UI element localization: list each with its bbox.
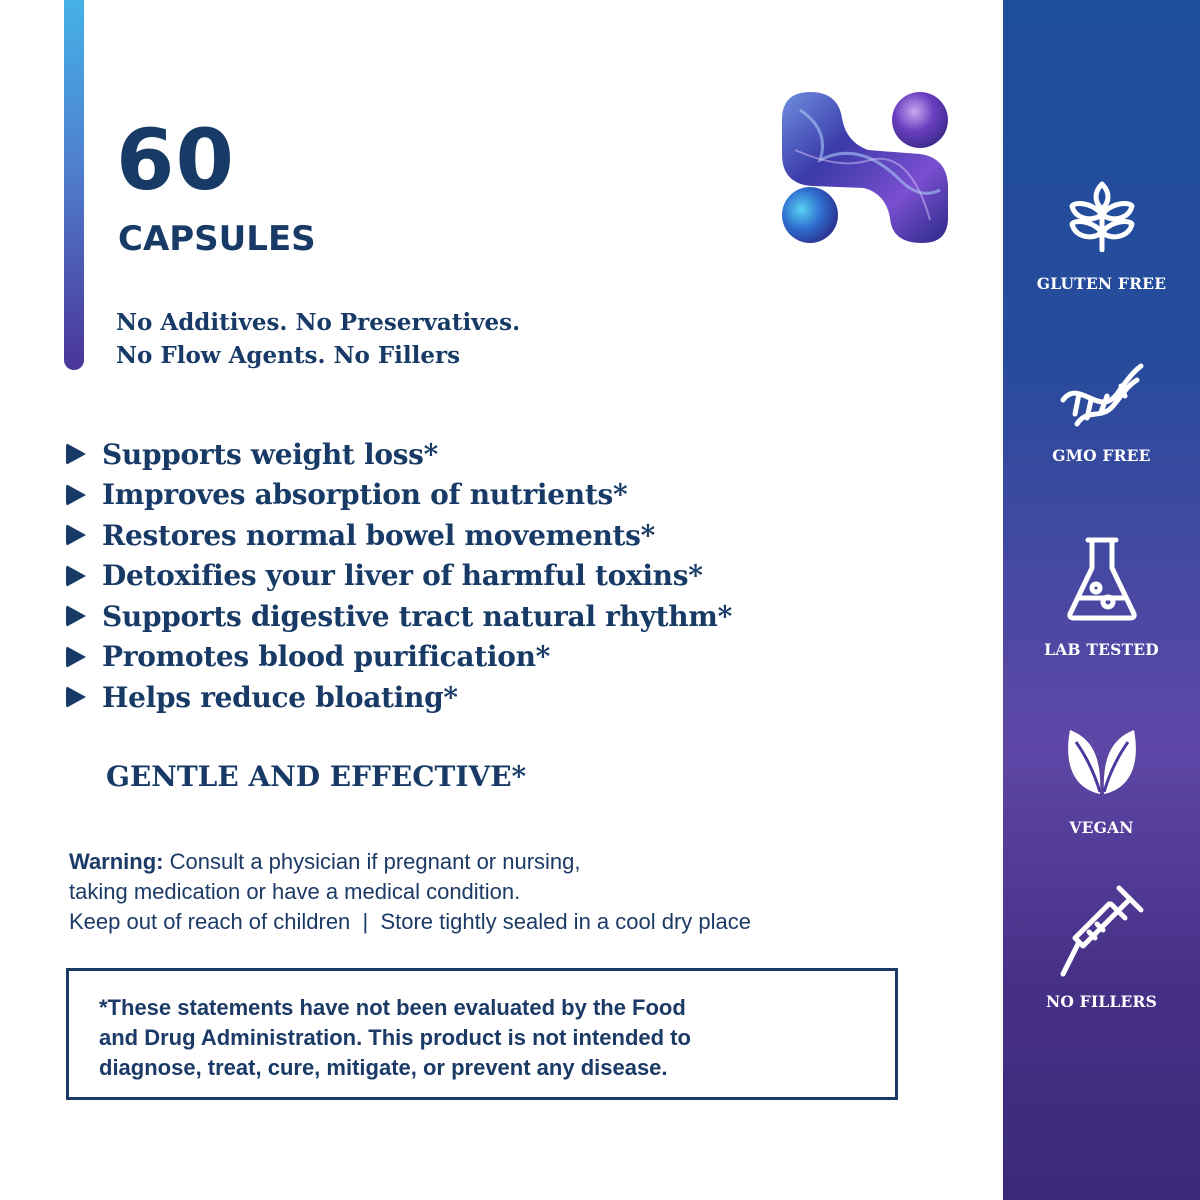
badge-label: NO FILLERS	[1045, 992, 1157, 1011]
benefits-list	[66, 434, 732, 718]
benefit-text: Restores normal bowel movements*	[102, 518, 655, 552]
headline: GENTLE AND EFFECTIVE*	[106, 760, 527, 793]
benefit-text: Promotes blood purification*	[102, 640, 550, 674]
badge-label: GLUTEN FREE	[1036, 274, 1167, 293]
warning-block	[69, 847, 751, 937]
bullet-triangle-icon	[66, 443, 86, 465]
badge-label: GMO FREE	[1052, 446, 1151, 465]
wheat-icon	[1067, 180, 1137, 252]
benefit-item	[66, 434, 732, 475]
benefit-item	[66, 475, 732, 516]
capsule-unit: CAPSULES	[118, 219, 316, 259]
bullet-triangle-icon	[66, 484, 86, 506]
benefit-text: Detoxifies your liver of harmful toxins*	[102, 559, 703, 593]
disclaimer-line: and Drug Administration. This product is not intended to	[99, 1025, 691, 1050]
tagline	[116, 306, 520, 372]
benefit-text: Improves absorption of nutrients*	[102, 478, 628, 512]
leaf-icon	[1062, 722, 1142, 798]
badge-lab-tested	[1003, 536, 1200, 659]
benefit-item	[66, 596, 732, 637]
capsule-count: 60	[116, 111, 235, 209]
features-sidebar	[1003, 0, 1200, 1200]
flask-icon	[1064, 536, 1140, 622]
benefit-text: Supports digestive tract natural rhythm*	[102, 599, 732, 633]
syringe-icon	[1057, 882, 1147, 978]
tagline-line-1: No Additives. No Preservatives.	[116, 309, 521, 336]
bullet-triangle-icon	[66, 565, 86, 587]
benefit-text: Supports weight loss*	[102, 437, 438, 471]
bullet-triangle-icon	[66, 605, 86, 627]
benefit-item	[66, 515, 732, 556]
disclaimer-line: *These statements have not been evaluated by the Food	[99, 995, 686, 1020]
badge-no-fillers	[1003, 882, 1200, 1011]
bullet-triangle-icon	[66, 524, 86, 546]
badge-gmo-free	[1003, 356, 1200, 465]
tagline-line-2: No Flow Agents. No Fillers	[116, 342, 461, 369]
disclaimer-line: diagnose, treat, cure, mitigate, or prevent any disease.	[99, 1055, 668, 1080]
accent-bar	[64, 0, 84, 370]
bullet-triangle-icon	[66, 646, 86, 668]
warning-line-2: taking medication or have a medical condition.	[69, 879, 521, 904]
benefit-text: Helps reduce bloating*	[102, 680, 458, 714]
fda-disclaimer-box	[66, 968, 898, 1100]
brand-logo	[780, 90, 950, 245]
warning-line-1	[69, 847, 751, 877]
badge-label: VEGAN	[1069, 818, 1134, 837]
warning-line-3: Keep out of reach of children | Store tightly sealed in a cool dry place	[69, 909, 751, 934]
badge-gluten-free	[1003, 180, 1200, 293]
badge-vegan	[1003, 722, 1200, 837]
warning-text: Consult a physician if pregnant or nursing,	[163, 849, 581, 874]
benefit-item	[66, 556, 732, 597]
benefit-item	[66, 637, 732, 678]
dna-icon	[1057, 356, 1147, 430]
badge-label: LAB TESTED	[1044, 640, 1159, 659]
benefit-item	[66, 677, 732, 718]
warning-label: Warning:	[69, 849, 164, 874]
bullet-triangle-icon	[66, 686, 86, 708]
